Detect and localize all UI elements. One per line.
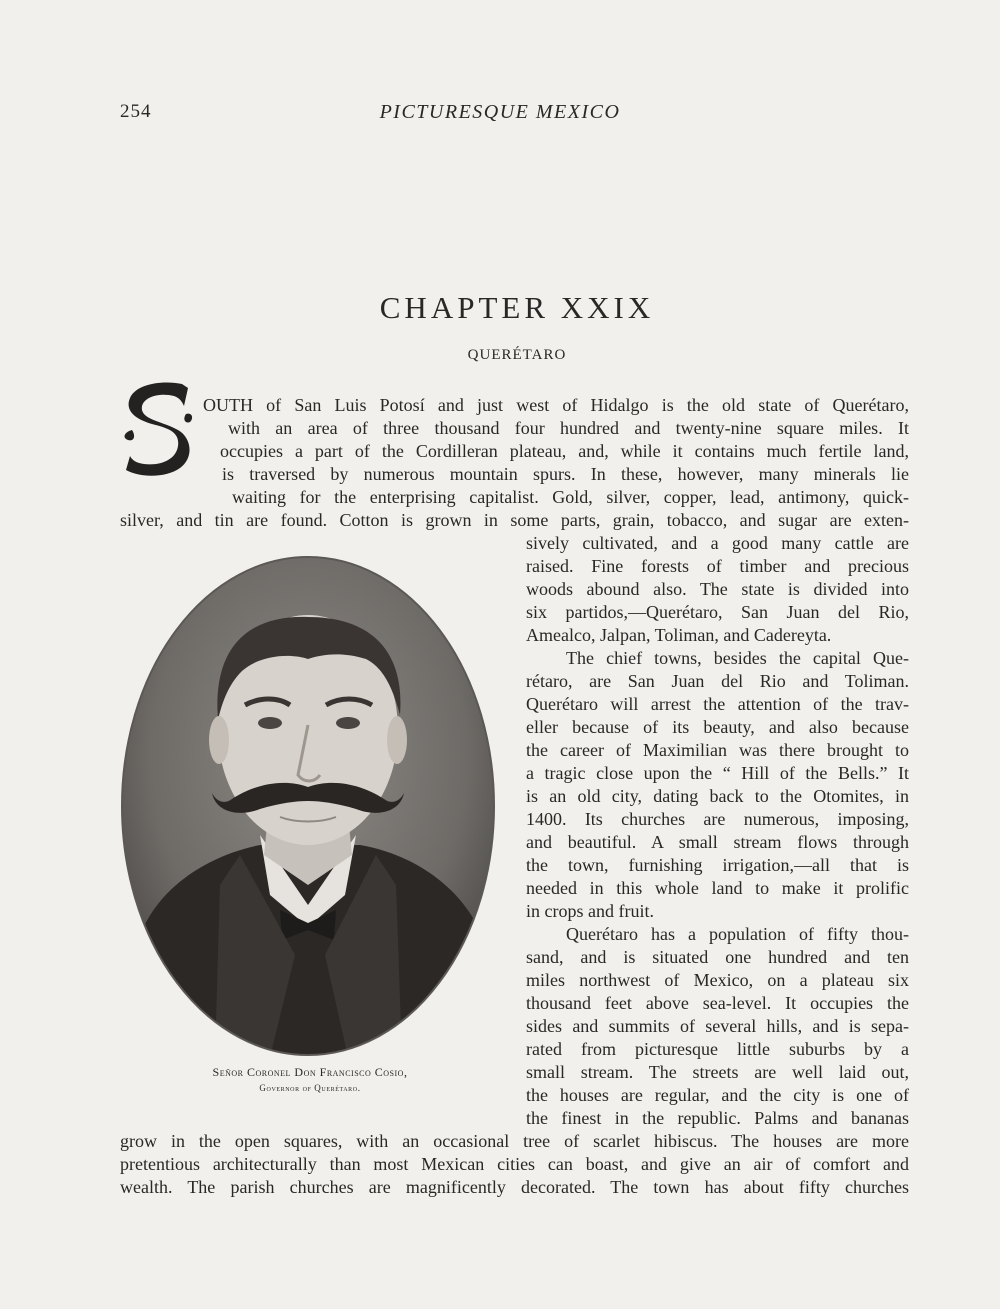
figure-caption-title: Governor of Querétaro.	[259, 1083, 361, 1093]
body-line: sively cultivated, and a good many cattle are	[526, 533, 909, 553]
body-line: miles northwest of Mexico, on a plateau six	[526, 970, 909, 990]
body-line: The chief towns, besides the capital Que-	[566, 648, 909, 668]
body-line: OUTH of San Luis Potosí and just west of Hidalgo is the old state of Querétaro,	[203, 395, 909, 415]
body-line: eller because of its beauty, and also because	[526, 717, 909, 737]
body-line: the career of Maximilian was there brought to	[526, 740, 909, 760]
body-line: silver, and tin are found. Cotton is grown in some parts, grain, tobacco, and sugar are exten-	[120, 510, 909, 530]
figure-caption-name: Señor Coronel Don Francisco Cosio,	[212, 1065, 408, 1079]
body-line: sand, and is situated one hundred and ten	[526, 947, 909, 967]
body-line: needed in this whole land to make it prolific	[526, 878, 909, 898]
body-line: occupies a part of the Cordilleran plateau, and, while it contains much fertile land,	[220, 441, 909, 461]
body-line: grow in the open squares, with an occasional tree of scarlet hibiscus. The houses are more	[120, 1131, 909, 1151]
body-line: pretentious architecturally than most Mexican cities can boast, and give an air of comfort and	[120, 1154, 909, 1174]
body-line: small stream. The streets are well laid out,	[526, 1062, 909, 1082]
body-line: thousand feet above sea-level. It occupies the	[526, 993, 909, 1013]
body-line: Querétaro has a population of fifty thou-	[566, 924, 909, 944]
running-head: PICTURESQUE MEXICO	[379, 101, 621, 123]
body-line: and beautiful. A small stream flows through	[526, 832, 909, 852]
body-line: wealth. The parish churches are magnificently decorated. The town has about fifty churches	[120, 1177, 909, 1197]
drop-cap-ornament	[122, 380, 194, 480]
body-line: the finest in the republic. Palms and bananas	[526, 1108, 909, 1128]
body-line: rated from picturesque little suburbs by a	[526, 1039, 909, 1059]
portrait-photo	[120, 555, 497, 1057]
body-line: in crops and fruit.	[526, 901, 654, 921]
chapter-subtitle: QUERÉTARO	[467, 347, 567, 363]
body-line: 1400. Its churches are numerous, imposing,	[526, 809, 909, 829]
page-number: 254	[120, 101, 152, 122]
body-line: the town, furnishing irrigation,—all that is	[526, 855, 909, 875]
chapter-title: CHAPTER XXIX	[379, 290, 655, 325]
body-line: the houses are regular, and the city is one of	[526, 1085, 909, 1105]
body-line: sides and summits of several hills, and is sepa-	[526, 1016, 909, 1036]
body-line: with an area of three thousand four hundred and twenty-nine square miles. It	[228, 418, 909, 438]
body-line: rétaro, are San Juan del Rio and Toliman.	[526, 671, 909, 691]
body-line: is traversed by numerous mountain spurs. In these, however, many minerals lie	[222, 464, 909, 484]
body-line: six partidos,—Querétaro, San Juan del Rio,	[526, 602, 909, 622]
body-line: woods abound also. The state is divided into	[526, 579, 909, 599]
body-line: waiting for the enterprising capitalist. Gold, silver, copper, lead, antimony, quick-	[232, 487, 909, 507]
body-line: is an old city, dating back to the Otomites, in	[526, 786, 909, 806]
body-line: Querétaro will arrest the attention of the trav-	[526, 694, 909, 714]
body-line: raised. Fine forests of timber and precious	[526, 556, 909, 576]
body-line: a tragic close upon the “ Hill of the Bells.” It	[526, 763, 909, 783]
body-line: Amealco, Jalpan, Toliman, and Cadereyta.	[526, 625, 832, 645]
